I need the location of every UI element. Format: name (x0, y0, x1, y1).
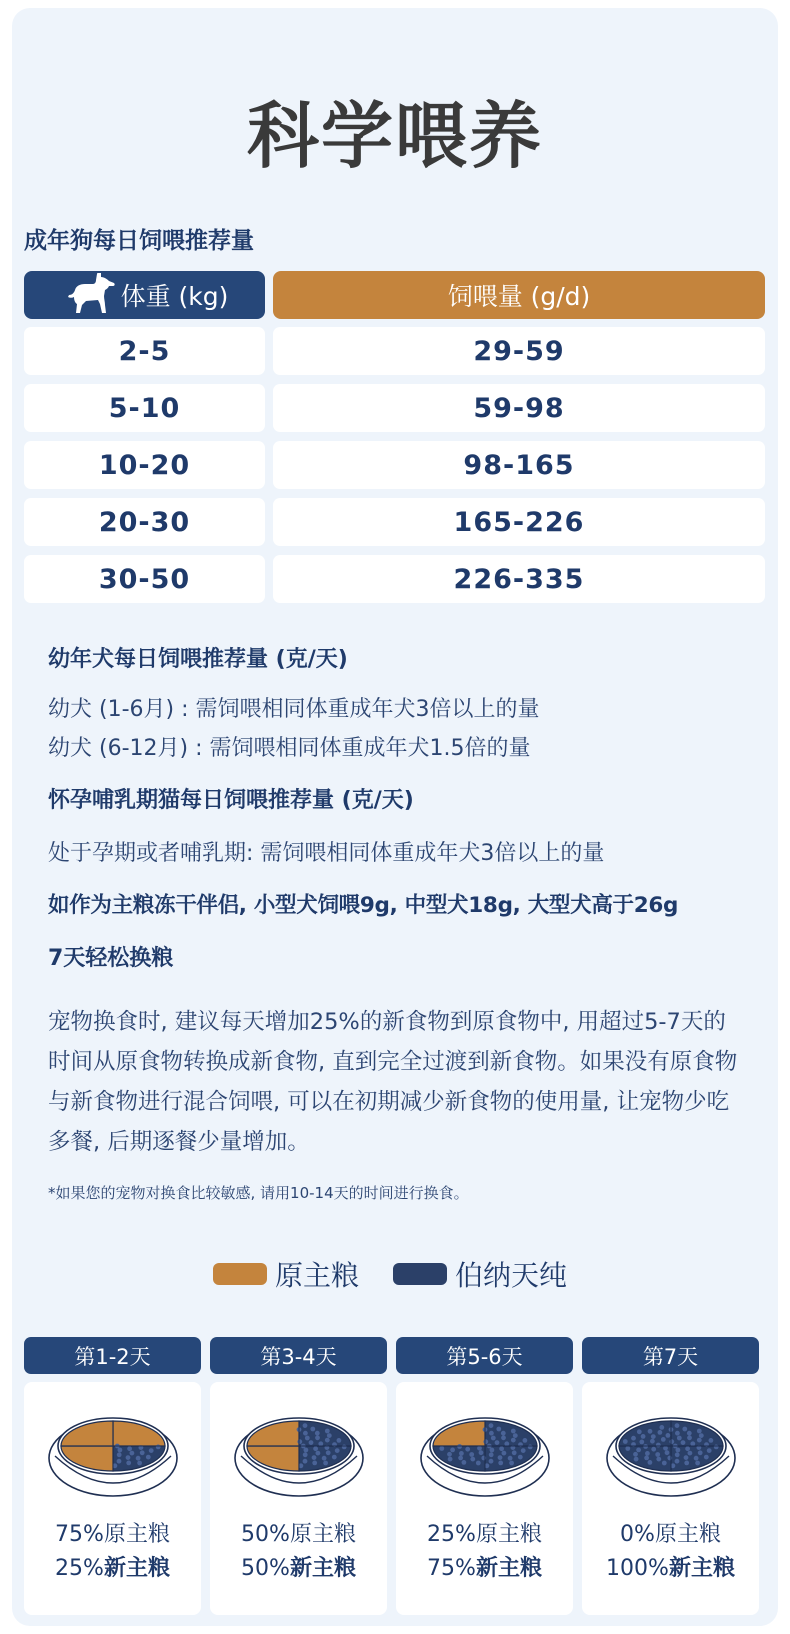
day-card (24, 1382, 201, 1615)
kibble-dot (704, 1455, 709, 1460)
kibble-dot (697, 1438, 702, 1443)
kibble-dot (136, 1456, 141, 1461)
kibble-dot (459, 1451, 464, 1456)
legend-swatch-old (213, 1263, 267, 1285)
kibble-dot (325, 1438, 330, 1443)
kibble-dot (499, 1446, 504, 1451)
kibble-dot (342, 1445, 347, 1450)
kibble-dot (496, 1427, 501, 1432)
kibble-dot (687, 1435, 692, 1440)
kibble-dot (682, 1427, 687, 1432)
kibble-dot (684, 1455, 689, 1460)
day-card (396, 1382, 573, 1615)
kibble-dot (675, 1423, 680, 1428)
kibble-dot (512, 1450, 517, 1455)
old-food-percent: 25%原主粮 (427, 1522, 542, 1547)
kibble-dot (450, 1448, 455, 1453)
kibble-dot (501, 1435, 506, 1440)
kibble-dot (303, 1423, 308, 1428)
kibble-dot (149, 1448, 154, 1453)
old-food-percent: 50%原主粮 (241, 1522, 356, 1547)
kibble-dot (479, 1450, 484, 1455)
feed-cell: 226-335 (273, 555, 765, 603)
kibble-dot (676, 1448, 681, 1453)
kibble-dot (637, 1429, 642, 1434)
kibble-dot (636, 1448, 641, 1453)
page-title: 科学喂养 (246, 94, 543, 178)
new-food-percent: 100%新主粮 (606, 1556, 735, 1581)
kibble-dot (315, 1435, 320, 1440)
kibble-dot (675, 1452, 680, 1457)
kibble-dot (489, 1423, 494, 1428)
kibble-dot (675, 1459, 680, 1464)
legend-label-new: 伯纳天纯 (455, 1259, 568, 1292)
kibble-dot (650, 1439, 655, 1444)
weight-cell: 30-50 (24, 555, 265, 603)
kibble-dot (690, 1441, 695, 1446)
kibble-dot (303, 1452, 308, 1457)
kibble-dot (146, 1455, 151, 1460)
kibble-dot (662, 1461, 667, 1466)
kibble-dot (126, 1455, 131, 1460)
kibble-dot (625, 1446, 630, 1451)
kibble-dot (513, 1433, 518, 1438)
kibble-dot (698, 1450, 703, 1455)
kibble-dot (318, 1441, 323, 1446)
weight-cell: 10-20 (24, 441, 265, 489)
adult-feeding-heading: 成年狗每日饲喂推荐量 (24, 228, 254, 254)
transition-paragraph: 宠物换食时, 建议每天增加25%的新食物到原食物中, 用超过5-7天的时间从原食物转换成新食物, 直到完全过渡到新食物。如果没有原食物与新食物进行混合饲喂, 可以在初期减少新食物的使用量, 让宠物少吃多餐, 后期逐餐少量增加。 (48, 1009, 738, 1155)
old-food-top-left (61, 1421, 113, 1446)
kibble-dot (508, 1456, 513, 1461)
kibble-dot (666, 1433, 671, 1438)
feed-column-header: 饲喂量 (g/d) (273, 271, 765, 319)
kibble-dot (337, 1438, 342, 1443)
kibble-dot (633, 1452, 638, 1457)
food-bowl-icon (419, 1412, 551, 1502)
old-food-percent: 75%原主粮 (55, 1522, 170, 1547)
kibble-dot (651, 1434, 656, 1439)
weight-cell: 5-10 (24, 384, 265, 432)
kibble-dot (709, 1438, 714, 1443)
kibble-dot (707, 1448, 712, 1453)
kibble-dot (656, 1443, 661, 1448)
puppy-heading: 幼年犬每日饲喂推荐量 (克/天) (48, 647, 348, 672)
kibble-dot (313, 1446, 318, 1451)
kibble-dot (502, 1451, 507, 1456)
kibble-dot (458, 1456, 463, 1461)
kibble-dot (127, 1446, 132, 1451)
kibble-dot (315, 1431, 320, 1436)
kibble-dot (476, 1461, 481, 1466)
kibble-dot (648, 1429, 653, 1434)
feed-cell: 29-59 (273, 327, 765, 375)
day-tab: 第5-6天 (396, 1337, 573, 1374)
puppy-line-2: 幼犬 (6-12月) : 需饲喂相同体重成年犬1.5倍的量 (48, 736, 531, 761)
food-bowl-icon (605, 1412, 737, 1502)
kibble-dot (528, 1445, 533, 1450)
kibble-dot (477, 1446, 482, 1451)
kibble-dot (312, 1455, 317, 1460)
kibble-dot (501, 1431, 506, 1436)
kibble-dot (498, 1455, 503, 1460)
kibble-dot (669, 1439, 674, 1444)
kibble-dot (332, 1455, 337, 1460)
kibble-dot (694, 1456, 699, 1461)
kibble-dot (303, 1431, 308, 1436)
freeze-dry-note: 如作为主粮冻干伴侣, 小型犬饲喂9g, 中型犬18g, 大型犬高于26g (48, 893, 679, 918)
kibble-dot (137, 1461, 142, 1466)
weight-cell: 20-30 (24, 498, 265, 546)
day-tab: 第3-4天 (210, 1337, 387, 1374)
kibble-dot (511, 1438, 516, 1443)
kibble-dot (462, 1460, 467, 1465)
kibble-dot (470, 1457, 475, 1462)
new-food-percent: 50%新主粮 (241, 1556, 356, 1581)
kibble-dot (322, 1456, 327, 1461)
kibble-dot (489, 1459, 494, 1464)
kibble-dot (521, 1448, 526, 1453)
kibble-dot (325, 1429, 330, 1434)
kibble-dot (651, 1447, 656, 1452)
transition-heading: 7天轻松换粮 (48, 946, 174, 971)
kibble-dot (117, 1452, 122, 1457)
kibble-dot (316, 1451, 321, 1456)
food-bowl-icon (47, 1412, 179, 1502)
kibble-dot (465, 1447, 470, 1452)
kibble-dot (439, 1446, 444, 1451)
dog-icon (61, 273, 117, 317)
kibble-dot (675, 1431, 680, 1436)
kibble-dot (699, 1433, 704, 1438)
kibble-dot (335, 1448, 340, 1453)
kibble-dot (631, 1436, 636, 1441)
kibble-dot (310, 1427, 315, 1432)
kibble-dot (323, 1461, 328, 1466)
kibble-dot (509, 1461, 514, 1466)
kibble-dot (490, 1448, 495, 1453)
day-card (582, 1382, 759, 1615)
legend-label-old: 原主粮 (275, 1259, 360, 1292)
kibble-dot (126, 1461, 131, 1466)
new-food-percent: 75%新主粮 (427, 1556, 542, 1581)
kibble-dot (641, 1434, 646, 1439)
kibble-dot (327, 1433, 332, 1438)
kibble-dot (504, 1441, 509, 1446)
kibble-dot (681, 1440, 686, 1445)
old-food-top-left (247, 1421, 299, 1446)
kibble-dot (663, 1446, 668, 1451)
kibble-dot (448, 1457, 453, 1462)
old-food-top-right (113, 1421, 165, 1446)
kibble-dot (656, 1457, 661, 1462)
kibble-dot (469, 1452, 474, 1457)
day-tab: 第1-2天 (24, 1337, 201, 1374)
kibble-dot (648, 1460, 653, 1465)
kibble-dot (303, 1459, 308, 1464)
kibble-dot (489, 1452, 494, 1457)
kibble-dot (304, 1448, 309, 1453)
kibble-dot (685, 1446, 690, 1451)
kibble-dot (661, 1437, 666, 1442)
feed-cell: 165-226 (273, 498, 765, 546)
kibble-dot (677, 1436, 682, 1441)
feed-cell: 59-98 (273, 384, 765, 432)
feed-cell: 98-165 (273, 441, 765, 489)
transition-footnote: *如果您的宠物对换食比较敏感, 请用10-14天的时间进行换食。 (48, 1184, 469, 1202)
kibble-dot (644, 1456, 649, 1461)
kibble-dot (639, 1440, 644, 1445)
kibble-dot (665, 1450, 670, 1455)
food-bowl-icon (233, 1412, 365, 1502)
weight-column-header (24, 271, 265, 319)
kibble-dot (483, 1439, 488, 1444)
kibble-dot (658, 1430, 663, 1435)
kibble-dot (326, 1450, 331, 1455)
kibble-dot (312, 1461, 317, 1466)
kibble-dot (489, 1431, 494, 1436)
new-food-percent: 25%新主粮 (55, 1556, 170, 1581)
kibble-dot (659, 1425, 664, 1430)
kibble-dot (491, 1436, 496, 1441)
kibble-dot (634, 1457, 639, 1462)
weight-cell: 2-5 (24, 327, 265, 375)
kibble-dot (695, 1461, 700, 1466)
kibble-dot (523, 1438, 528, 1443)
legend-swatch-new (393, 1263, 447, 1285)
kibble-dot (117, 1459, 122, 1464)
kibble-dot (447, 1452, 452, 1457)
kibble-dot (495, 1440, 500, 1445)
kibble-dot (156, 1445, 161, 1450)
kibble-dot (130, 1451, 135, 1456)
kibble-dot (645, 1451, 650, 1456)
kibble-dot (687, 1431, 692, 1436)
kibble-dot (140, 1450, 145, 1455)
old-food-top-left (433, 1421, 485, 1446)
pregnant-line: 处于孕期或者哺乳期: 需饲喂相同体重成年犬3倍以上的量 (48, 841, 605, 866)
kibble-dot (511, 1429, 516, 1434)
kibble-dot (623, 1439, 628, 1444)
kibble-dot (297, 1439, 302, 1444)
kibble-dot (118, 1448, 123, 1453)
old-food-percent: 0%原主粮 (620, 1522, 721, 1547)
kibble-dot (714, 1445, 719, 1450)
kibble-dot (498, 1461, 503, 1466)
kibble-dot (684, 1461, 689, 1466)
kibble-dot (688, 1451, 693, 1456)
puppy-line-1: 幼犬 (1-6月) : 需饲喂相同体重成年犬3倍以上的量 (48, 697, 540, 722)
kibble-dot (518, 1455, 523, 1460)
kibble-dot (305, 1436, 310, 1441)
pregnant-heading: 怀孕哺乳期猫每日饲喂推荐量 (克/天) (48, 788, 414, 813)
weight-column-label: 体重 (kg) (120, 282, 229, 311)
day-card (210, 1382, 387, 1615)
kibble-dot (655, 1452, 660, 1457)
day-tab: 第7天 (582, 1337, 759, 1374)
kibble-dot (309, 1440, 314, 1445)
kibble-dot (697, 1429, 702, 1434)
